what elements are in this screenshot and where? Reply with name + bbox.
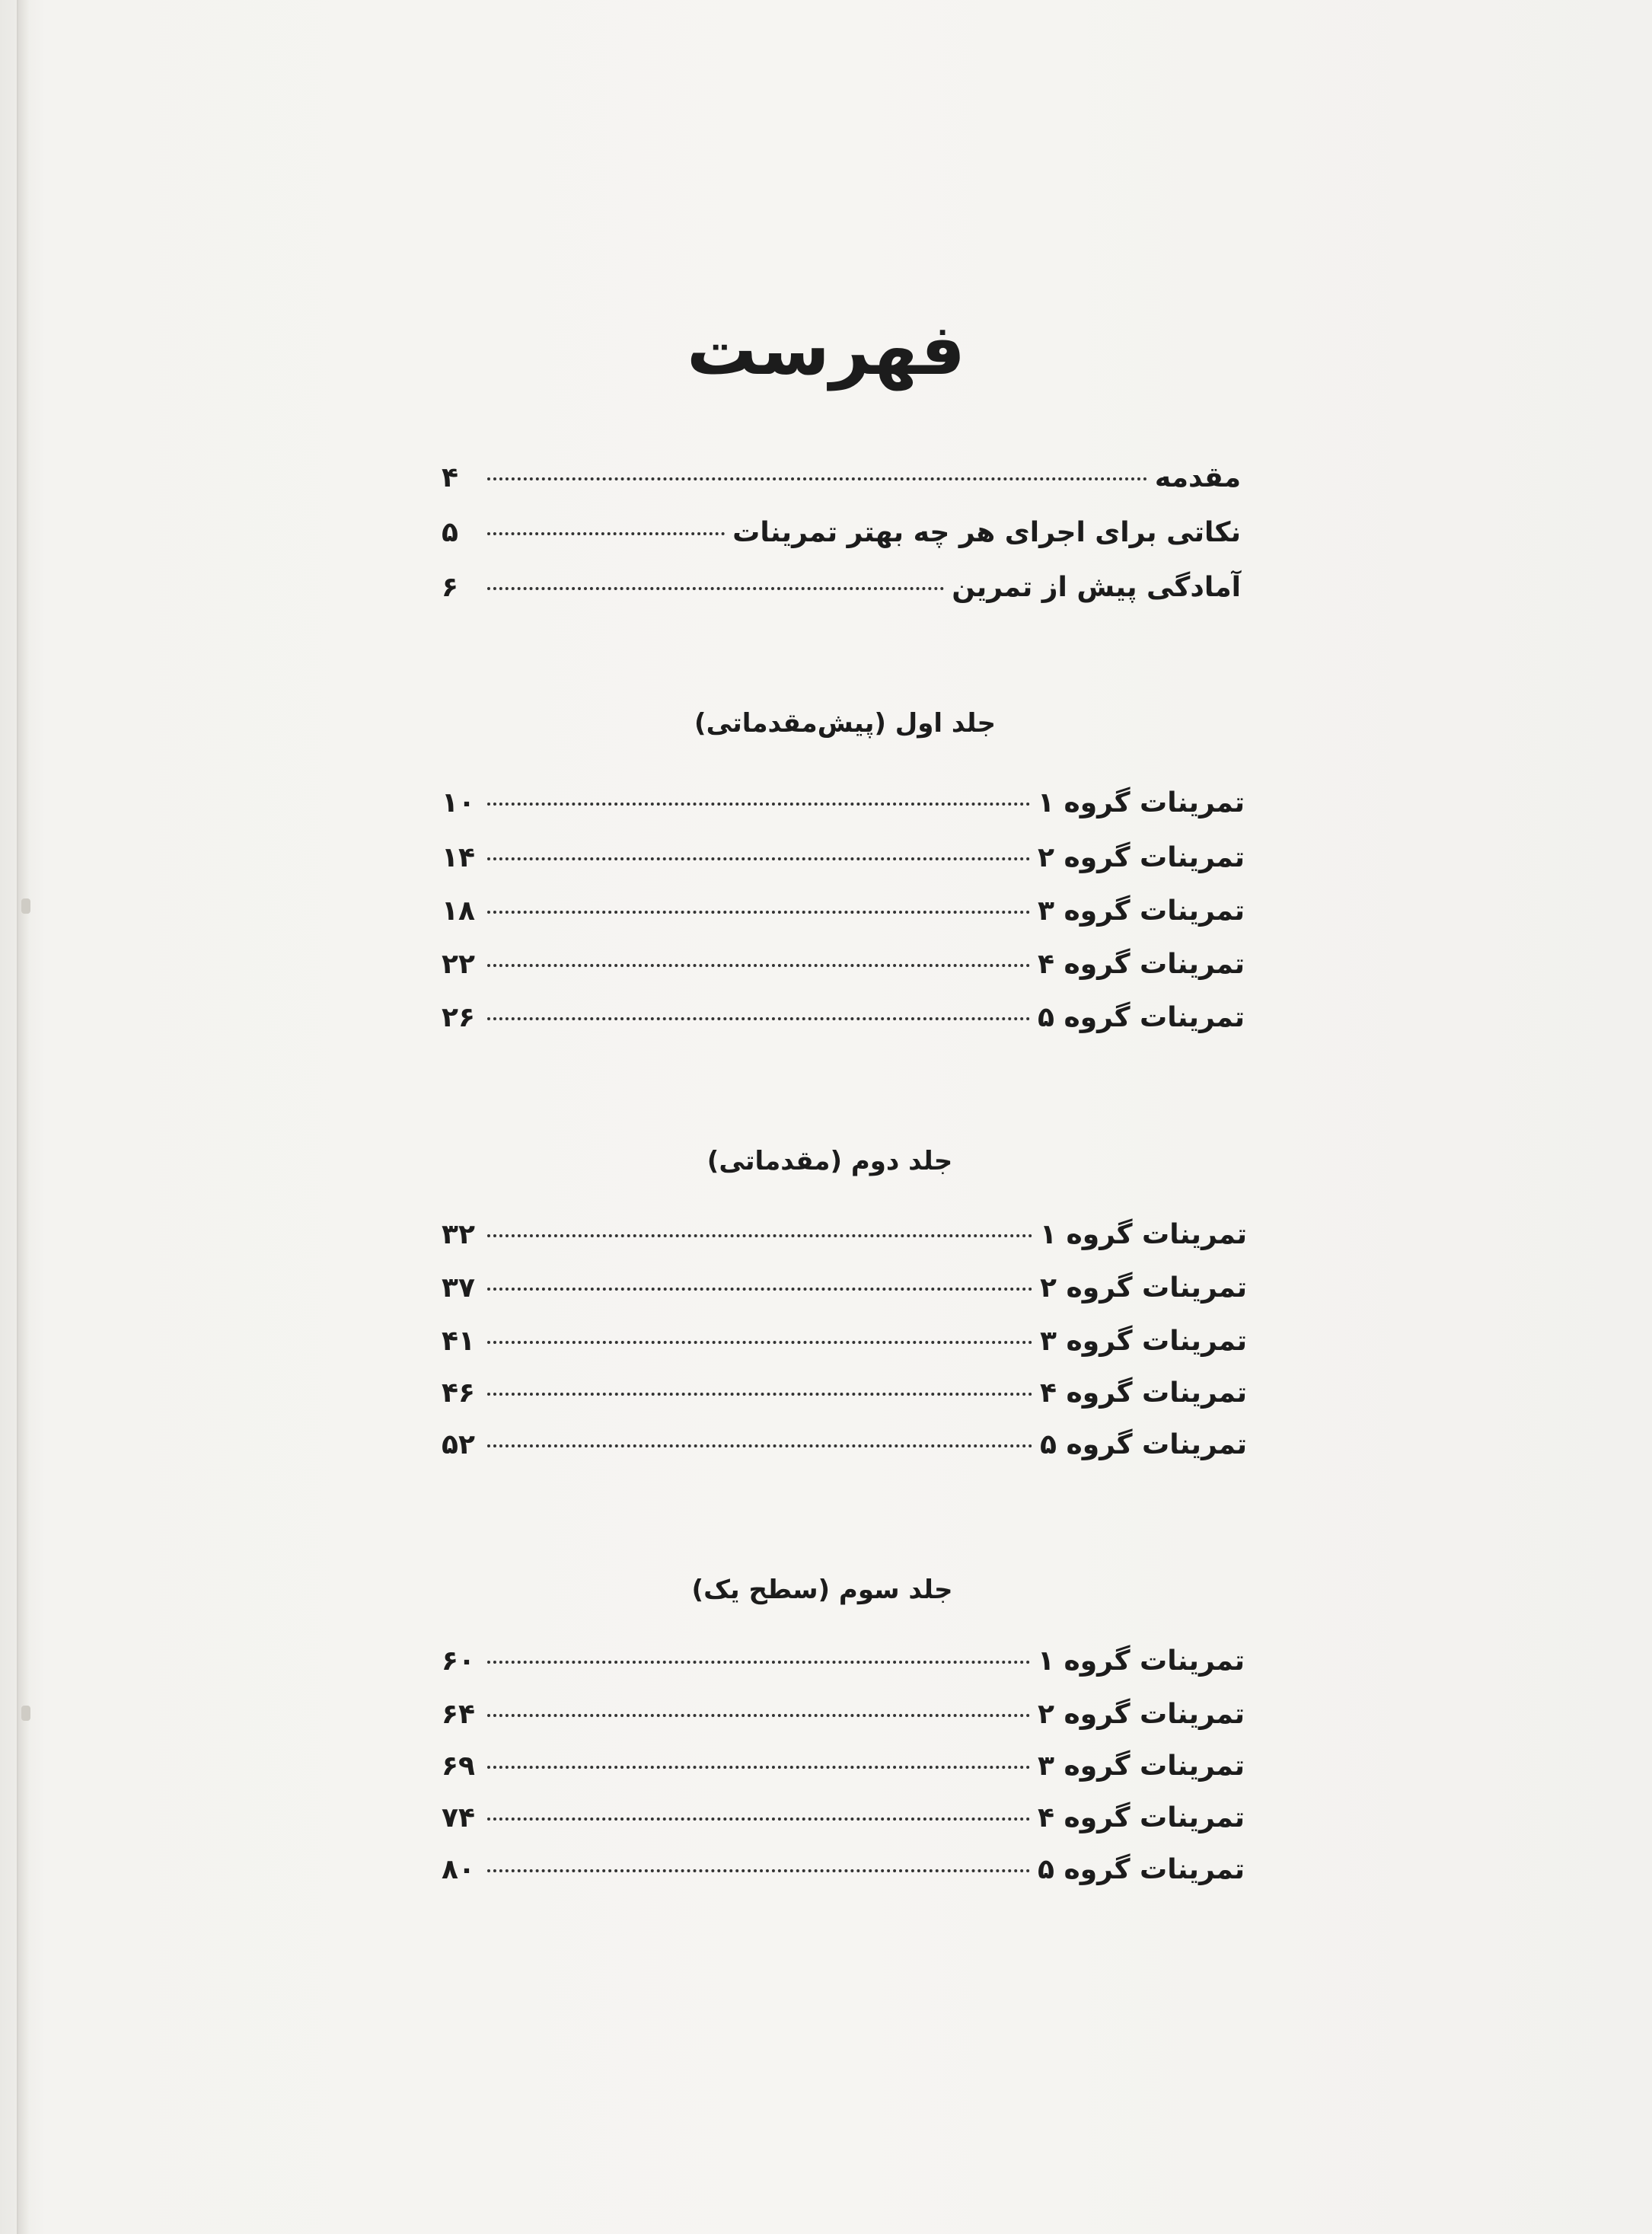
toc-entry-page: ۴۶ bbox=[442, 1377, 475, 1409]
dot-leader bbox=[487, 1341, 1032, 1344]
toc-entry-page: ۵ bbox=[442, 517, 458, 548]
toc-entry-page: ۳۷ bbox=[442, 1272, 475, 1304]
toc-entry-label: آمادگی پیش از تمرین bbox=[952, 572, 1241, 603]
toc-entry[interactable] bbox=[442, 942, 1245, 988]
toc-entry-page: ۶۰ bbox=[442, 1645, 475, 1677]
toc-entry-page: ۱۸ bbox=[442, 895, 475, 927]
toc-entry-page: ۶۹ bbox=[442, 1750, 475, 1782]
toc-entry[interactable] bbox=[442, 1319, 1247, 1364]
section-title: جلد اول (پیش‌مقدماتی) bbox=[694, 708, 996, 739]
toc-entry-label: تمرینات گروه ۱ bbox=[1038, 1645, 1245, 1677]
toc-entry-page: ۳۲ bbox=[442, 1219, 475, 1250]
toc-entry[interactable] bbox=[442, 510, 1241, 556]
toc-entry[interactable] bbox=[442, 1422, 1247, 1468]
toc-entry[interactable] bbox=[442, 1795, 1245, 1841]
toc-entry[interactable] bbox=[442, 1265, 1247, 1311]
dot-leader bbox=[487, 1017, 1030, 1020]
dot-leader bbox=[487, 1393, 1032, 1396]
page-title: فهرست bbox=[686, 309, 966, 391]
toc-entry-label: تمرینات گروه ۳ bbox=[1040, 1326, 1247, 1357]
dot-leader bbox=[487, 857, 1030, 860]
toc-entry-label: تمرینات گروه ۴ bbox=[1038, 949, 1245, 980]
dot-leader bbox=[487, 1444, 1032, 1447]
toc-entry-label: تمرینات گروه ۴ bbox=[1040, 1377, 1247, 1409]
toc-entry-label: تمرینات گروه ۵ bbox=[1038, 1002, 1245, 1033]
toc-entry-label: تمرینات گروه ۱ bbox=[1040, 1219, 1247, 1250]
dot-leader bbox=[487, 911, 1030, 914]
toc-entry-label: تمرینات گروه ۵ bbox=[1038, 1854, 1245, 1885]
binding-stitch bbox=[21, 1706, 30, 1721]
toc-entry-page: ۲۲ bbox=[442, 949, 475, 980]
toc-entry[interactable] bbox=[442, 565, 1241, 611]
toc-entry[interactable] bbox=[442, 995, 1245, 1041]
toc-entry-page: ۴ bbox=[442, 462, 458, 493]
toc-entry[interactable] bbox=[442, 889, 1245, 934]
section-title: جلد سوم (سطح یک) bbox=[691, 1575, 953, 1605]
toc-entry-page: ۷۴ bbox=[442, 1802, 475, 1833]
toc-entry[interactable] bbox=[442, 1639, 1245, 1684]
dot-leader bbox=[487, 964, 1030, 967]
toc-entry-page: ۱۴ bbox=[442, 842, 475, 873]
toc-entry-page: ۸۰ bbox=[442, 1854, 475, 1885]
toc-entry-label: تمرینات گروه ۲ bbox=[1038, 842, 1245, 873]
toc-entry-label: تمرینات گروه ۵ bbox=[1040, 1429, 1247, 1460]
toc-entry-label: تمرینات گروه ۳ bbox=[1038, 1750, 1245, 1782]
toc-entry-page: ۱۰ bbox=[442, 787, 475, 819]
dot-leader bbox=[487, 1234, 1032, 1237]
toc-entry-page: ۶ bbox=[442, 572, 458, 603]
dot-leader bbox=[487, 1766, 1030, 1769]
toc-entry[interactable] bbox=[442, 1744, 1245, 1789]
toc-entry[interactable] bbox=[442, 780, 1245, 826]
toc-entry[interactable] bbox=[442, 1371, 1247, 1416]
dot-leader bbox=[487, 1818, 1030, 1821]
section-title: جلد دوم (مقدماتی) bbox=[706, 1146, 953, 1176]
toc-entry-label: نکاتی برای اجرای هر چه بهتر تمرینات bbox=[732, 517, 1241, 548]
toc-entry-label: مقدمه bbox=[1154, 462, 1241, 493]
toc-entry-label: تمرینات گروه ۲ bbox=[1038, 1699, 1245, 1730]
dot-leader bbox=[487, 1661, 1030, 1664]
toc-entry[interactable] bbox=[442, 1692, 1245, 1738]
toc-entry-label: تمرینات گروه ۳ bbox=[1038, 895, 1245, 927]
toc-entry-page: ۶۴ bbox=[442, 1699, 475, 1730]
dot-leader bbox=[487, 1714, 1030, 1717]
toc-entry[interactable] bbox=[442, 1212, 1247, 1258]
binding-stitch bbox=[21, 898, 30, 914]
toc-entry[interactable] bbox=[442, 835, 1245, 881]
toc-entry-page: ۵۲ bbox=[442, 1429, 475, 1460]
toc-entry-page: ۴۱ bbox=[442, 1326, 475, 1357]
dot-leader bbox=[487, 1869, 1030, 1872]
toc-entry[interactable] bbox=[442, 1847, 1245, 1893]
dot-leader bbox=[487, 1288, 1032, 1291]
dot-leader bbox=[487, 803, 1030, 806]
dot-leader bbox=[487, 532, 725, 535]
toc-entry[interactable] bbox=[442, 455, 1241, 501]
toc-entry-page: ۲۶ bbox=[442, 1002, 475, 1033]
dot-leader bbox=[487, 587, 944, 590]
toc-entry-label: تمرینات گروه ۴ bbox=[1038, 1802, 1245, 1833]
dot-leader bbox=[487, 477, 1147, 480]
toc-entry-label: تمرینات گروه ۲ bbox=[1040, 1272, 1247, 1304]
toc-entry-label: تمرینات گروه ۱ bbox=[1038, 787, 1245, 819]
